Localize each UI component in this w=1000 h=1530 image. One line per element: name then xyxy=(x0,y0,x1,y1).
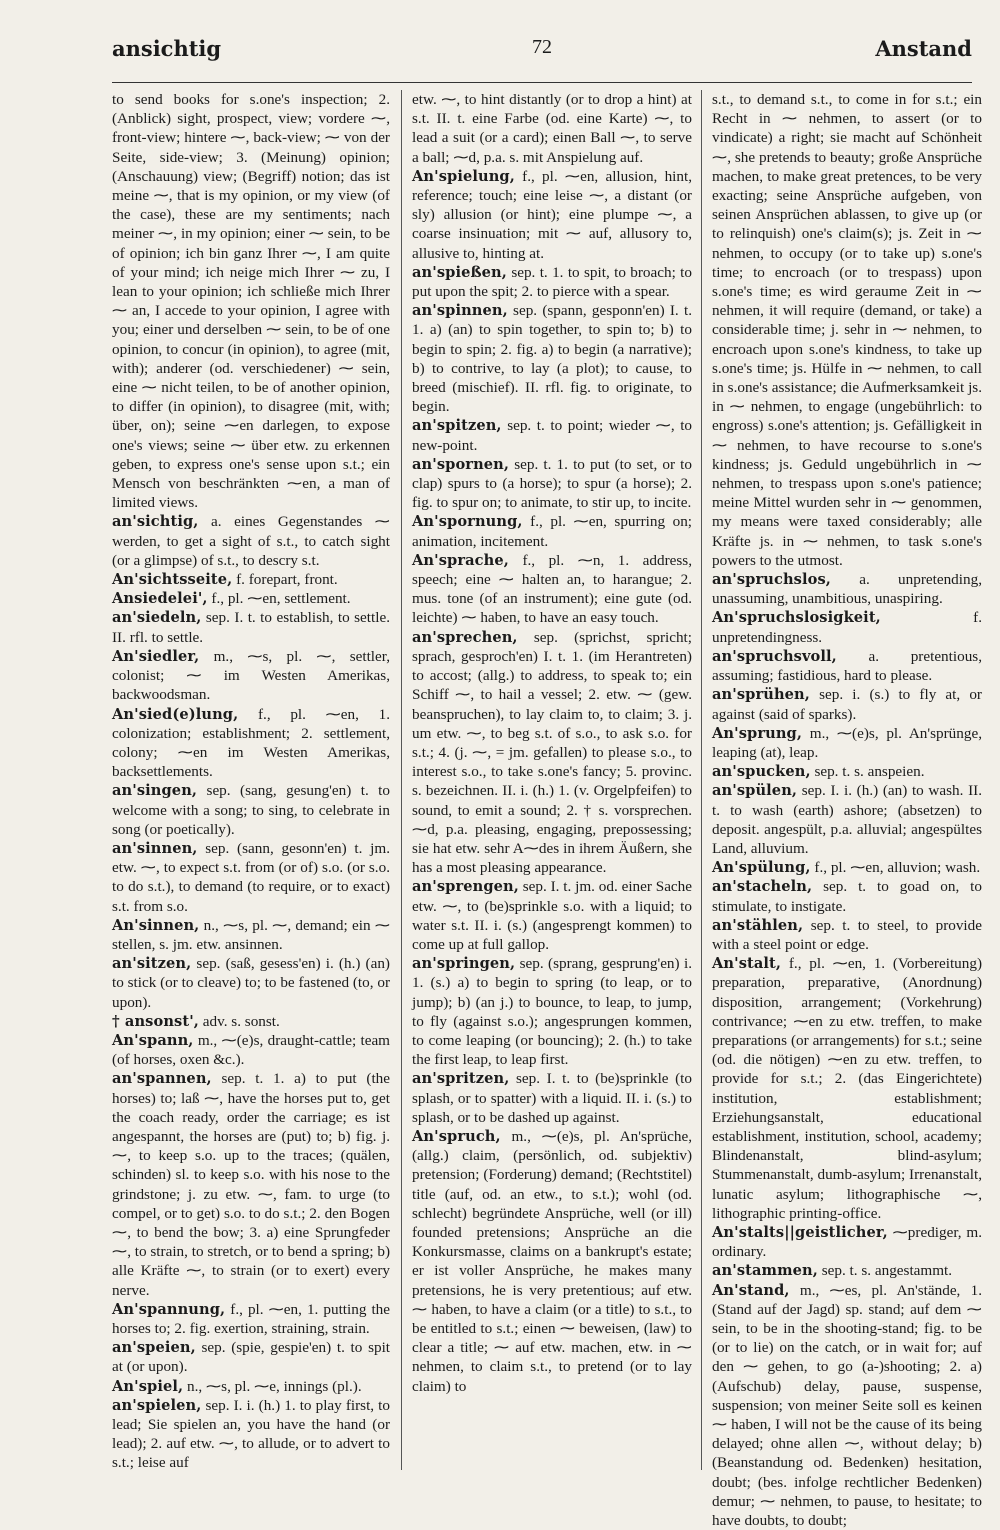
entry-text: sep. t. to steel, to provide with a steel point or edge. xyxy=(712,916,982,953)
dictionary-entry xyxy=(112,781,390,839)
dictionary-entry xyxy=(412,628,692,878)
entry-headword: Ansiedelei', xyxy=(112,590,208,608)
dictionary-entry xyxy=(412,551,692,628)
entry-continuation xyxy=(712,90,982,570)
entry-text: f., pl. ⁓en, 1. colonization; establishment; 2. settlement, colony; ⁓en im Westen Amerikas, backsettlements. xyxy=(112,705,390,781)
dictionary-entry xyxy=(412,263,692,301)
entry-headword: an'spruchslos, xyxy=(712,571,831,589)
entry-headword: an'spülen, xyxy=(712,782,798,800)
entry-text: sep. t. 1. a) to put (the horses) to; laß ⁓, have the horses put to, get the coach ready, order the carriage; es ist angespannt, the horses are (put) to; b) fig. j. ⁓, to keep s.o. up to the traces; (quälen, schinden) sl. to keep s.o. with his nose to the grindstone; j. zu etw. ⁓, fam. to urge (to compel, or to get) s.o. to do s.t.; 2. den Bogen ⁓, to bend the bow; 3. a) eine Sprungfeder ⁓, to strain, to stretch, or to bend a spring; b) alle Kräfte ⁓, to strain (or to exert) every nerve. xyxy=(112,1070,390,1299)
dictionary-entry xyxy=(712,1261,982,1280)
entry-text: sep. (saß, gesess'en) i. (h.) (an) to stick (or to cleave) to; to be fastened (to, or upon). xyxy=(112,955,390,1011)
right-running-headword: Anstand xyxy=(875,36,972,61)
entry-headword: an'spielen, xyxy=(112,1396,202,1414)
entry-text: n., ⁓s, pl. ⁓, demand; ein ⁓ stellen, s. jm. etw. ansinnen. xyxy=(112,916,391,953)
entry-text: m., ⁓(e)s, pl. An'sprünge, leaping (at), leap. xyxy=(712,724,983,761)
dictionary-entry xyxy=(112,1012,390,1031)
entry-headword: An'spiel, xyxy=(112,1377,184,1395)
entry-text: f., pl. ⁓en, 1. (Vorbereitung) preparation, preparative, (Anordnung) disposition, arrangement; (Vorkehrung) contrivance; ⁓en zu etw. treffen, to make preparations (or arrangements) for s.t.; seine (od. die nötigen) ⁓en zu etw. treffen, to provide for s.t.; 2. (das Eingerichtete) institution, establishment; Erziehungsanstalt, educational establishment, institution, school, academy; Blindenanstalt, blind-asylum; Stummenanstalt, dumb-asylum; Irrenanstalt, lunatic asylum; lithographische ⁓, lithographic printing-office. xyxy=(712,955,982,1222)
entry-text: to send books for s.one's inspection; 2. (Anblick) sight, prospect, view; vordere ⁓, front-view; hintere ⁓, back-view; ⁓ von der Seite, side-view; 3. (Meinung) opinion; (Anschauung) view; (Begriff) notion; das ist meine ⁓, that is my opinion, or my view (of the case), these are my sentiments; nach meiner ⁓, in my opinion; einer ⁓ sein, to be of opinion; ich bin ganz Ihrer ⁓, I am quite of your mind; ich neige mich Ihrer ⁓ zu, I lean to your opinion; ich schließe mich Ihrer ⁓ an, I accede to your opinion, I agree with you; einer und derselben ⁓ sein, to be of one opinion, to concur (in opinion), to agree (mit, with); anderer (od. verschiedener) ⁓ sein, eine ⁓ nicht teilen, to be of another opinion, to differ (in opinion), to disagree (mit, with; über, on); seine ⁓en darlegen, to expose one's views; seine ⁓ über etw. zu erkennen geben, to express one's sense upon s.t.; ein Mensch von beschränkten ⁓en, a man of limited views. xyxy=(112,91,390,512)
entry-text: sep. t. 1. to put (to set, or to clap) spurs to (a horse); to spur (a horse); 2. fig. to spur on; to animate, to stir up, to incite. xyxy=(412,455,692,512)
entry-text: f., pl. ⁓en, allusion, hint, reference; touch; eine leise ⁓, a distant (or sly) allusion (or hint); eine plumpe ⁓, a coarse insinuation; mit ⁓ auf, allusory to, allusive to, hinting at. xyxy=(412,167,692,262)
dictionary-entry xyxy=(112,1377,390,1396)
entry-headword: an'sichtig, xyxy=(112,513,199,531)
dictionary-entry xyxy=(112,916,390,954)
entry-text: f., pl. ⁓en, settlement. xyxy=(211,590,351,608)
entry-headword: An'spann, xyxy=(112,1031,194,1049)
entry-text: sep. I. i. (h.) (an) to wash. II. t. to wash (earth) ashore; (absetzen) to deposit. angespült, p.a. alluvial; angespültes Land, alluvium. xyxy=(712,782,983,857)
entry-text: sep. t. to point; wieder ⁓, to new-point. xyxy=(412,417,693,454)
entry-headword: an'spannen, xyxy=(112,1070,212,1088)
entry-text: sep. t. to goad on, to stimulate, to instigate. xyxy=(712,878,982,915)
entry-headword: an'springen, xyxy=(412,955,516,973)
entry-headword: An'siedler, xyxy=(112,647,200,665)
entry-headword: An'spielung, xyxy=(412,167,515,185)
column-right xyxy=(712,90,983,1530)
dictionary-entry xyxy=(712,954,982,1223)
entry-headword: an'sitzen, xyxy=(112,955,192,973)
entry-text: adv. s. sonst. xyxy=(202,1012,280,1030)
dictionary-entry xyxy=(112,608,390,646)
dictionary-entry xyxy=(112,1396,390,1473)
dictionary-entry xyxy=(412,1069,692,1127)
dictionary-entry xyxy=(712,685,982,723)
entry-headword: An'spruch, xyxy=(412,1127,501,1145)
entry-text: m., ⁓s, pl. ⁓, settler, colonist; ⁓ im Westen Amerikas, backwoodsman. xyxy=(112,647,391,704)
dictionary-entry xyxy=(412,877,692,954)
dictionary-entry xyxy=(112,1300,390,1338)
entry-headword: an'spruchsvoll, xyxy=(712,647,837,665)
entry-text: sep. I. t. jm. od. einer Sache etw. ⁓, to (be)sprinkle s.o. with a liquid; to water s.t. II. i. (s.) (angesprengt kommen) to come up at full gallop. xyxy=(412,878,693,953)
dictionary-entry xyxy=(712,608,982,646)
dictionary-entry xyxy=(412,455,692,513)
entry-text: f., pl. ⁓n, 1. address, speech; eine ⁓ halten an, to harangue; 2. mus. tone (of an instrument); eine gute (od. leichte) ⁓ haben, to have an easy touch. xyxy=(412,551,692,627)
dictionary-entry xyxy=(712,762,982,781)
entry-text: sep. t. s. angestammt. xyxy=(821,1262,953,1280)
entry-headword: an'sprechen, xyxy=(412,628,518,646)
entry-text: sep. (sprichst, spricht; sprach, gesproch'en) I. t. 1. (im Herantreten) to accost; (allg.) to address, to speak to; ein Schiff ⁓, to hail a vessel; 2. etw. ⁓ (gew. beanspruchen), to lay claim to, to claim; 3. j. um etw. ⁓, to beg s.t. of s.o., to ask s.o. for s.t.; 4. (j. ⁓, = jm. gefallen) to please s.o., to interest s.o., to take s.one's fancy; 5. provinc. s. bezeichnen. II. i. (h.) 1. (v. Orgelpfeifen) to sound, to emit a sound; 2. † s. vorsprechen. ⁓d, p.a. pleasing, engaging, prepossessing; sie hat etw. sehr A⁓des in ihrem Äußern, she has a most pleasing appearance. xyxy=(412,628,692,877)
dictionary-entry xyxy=(412,167,692,263)
entry-headword: an'spornen, xyxy=(412,455,510,473)
dictionary-entry xyxy=(112,705,390,782)
entry-headword: An'stalt, xyxy=(712,955,782,973)
entry-headword: an'spießen, xyxy=(412,263,507,281)
entry-headword: An'sprache, xyxy=(412,551,509,569)
entry-text: sep. (spie, gespie'en) t. to spit at (or upon). xyxy=(112,1339,391,1376)
dictionary-entry xyxy=(712,724,982,762)
entry-text: sep. t. s. anspeien. xyxy=(814,763,925,781)
entry-text: etw. ⁓, to hint distantly (or to drop a hint) at s.t. II. t. eine Farbe (od. eine Karte) ⁓, to lead a suit (or a card); einen Ball ⁓, to serve a ball; ⁓d, p.a. s. mit Anspielung auf. xyxy=(412,91,692,166)
entry-text: sep. (sann, gesonn'en) t. jm. etw. ⁓, to expect s.t. from (or of) s.o. (or s.o. to do s.t.), to demand (to require, or to exact) s.t. from s.o. xyxy=(112,839,390,915)
dictionary-entry xyxy=(412,512,692,550)
dictionary-entry xyxy=(412,301,692,416)
entry-headword: an'siedeln, xyxy=(112,609,202,627)
entry-headword: an'spinnen, xyxy=(412,302,508,320)
entry-headword: An'spruchslosigkeit, xyxy=(712,609,881,627)
column-left xyxy=(112,90,390,1470)
entry-continuation xyxy=(112,90,390,512)
entry-headword: An'sinnen, xyxy=(112,916,200,934)
dictionary-entry xyxy=(712,916,982,954)
column-middle xyxy=(412,90,692,1470)
entry-headword: † ansonst', xyxy=(112,1012,199,1030)
dictionary-entry xyxy=(712,1223,982,1261)
entry-text: a. pretentious, assuming; fastidious, hard to please. xyxy=(712,647,982,685)
entry-text: m., ⁓(e)s, draught-cattle; team (of horses, oxen &c.). xyxy=(112,1031,390,1069)
entry-headword: An'spornung, xyxy=(412,513,523,531)
entry-text: a. unpretending, unassuming, unambitious, unaspiring. xyxy=(712,571,982,608)
entry-text: a. eines Gegenstandes ⁓ werden, to get a sight of s.t., to catch sight (or a glimpse) of s.t., to descry s.t. xyxy=(112,513,390,569)
dictionary-entry xyxy=(712,858,982,877)
entry-headword: an'singen, xyxy=(112,782,198,800)
entry-headword: An'stand, xyxy=(712,1281,790,1299)
entry-headword: an'sprengen, xyxy=(412,878,519,896)
entry-text: m., ⁓es, pl. An'stände, 1. (Stand auf der Jagd) sp. stand; auf dem ⁓ sein, to be in the shooting-stand; fig. to be (or to lie) on the catch, or in wait for; auf den ⁓ gehen, to go (a-)shooting; 2. a) (Aufschub) delay, pause, suspense, suspension; von meiner Seite soll es keinen ⁓ haben, I will not be the cause of its being delayed; ohne allen ⁓, without delay; b) (Beanstandung od. Bedenken) hesitation, doubt; (bes. infolge rechtlicher Bedenken) demur; ⁓ nehmen, to pause, to hesitate; to have doubts, to doubt; xyxy=(712,1281,983,1530)
column-divider xyxy=(401,90,402,1470)
entry-headword: an'stählen, xyxy=(712,916,804,934)
entry-text: sep. i. (s.) to fly at, or against (said of sparks). xyxy=(712,686,982,723)
entry-text: sep. I. i. (h.) 1. to play first, to lead; Sie spielen an, you have the hand (or lead); 2. auf etw. ⁓, to allude, or to advert to s.t.; leise auf xyxy=(112,1396,390,1472)
entry-headword: an'sprühen, xyxy=(712,686,810,704)
entry-headword: an'spucken, xyxy=(712,763,811,781)
dictionary-entry xyxy=(712,877,982,915)
entry-headword: an'spritzen, xyxy=(412,1070,510,1088)
entry-text: sep. (spann, gesponn'en) I. t. 1. a) (an) to spin together, to spin to; b) to begin to spin; 2. fig. a) to begin (a narrative); b) to contrive, to lay (a plot); to cause, to breed (mischief). II. rfl. fig. to originate, to begin. xyxy=(412,302,692,416)
entry-text: m., ⁓(e)s, pl. An'sprüche, (allg.) claim, (persönlich, od. subjektiv) pretension; (Forderung) demand; (Rechtstitel) title (auf, od. an etw., to s.t.); wohl (od. schlecht) begründete Ansprüche, well (or ill) founded pretensions; Ansprüche an die Konkursmasse, claims on a bankrupt's estate; er ist voller Ansprüche, he makes many pretensions, he is very pretentious; auf etw. ⁓ haben, to have a claim (or a title) to s.t., to be entitled to s.t.; einen ⁓ beweisen, (law) to clear a title; ⁓ auf etw. machen, etw. in ⁓ nehmen, to claim s.t., to pretend (or to lay claim) to xyxy=(412,1127,692,1395)
dictionary-entry xyxy=(112,1338,390,1376)
dictionary-entry xyxy=(112,1069,390,1299)
entry-text: sep. I. t. to establish, to settle. II. rfl. to settle. xyxy=(112,609,390,646)
entry-headword: an'stacheln, xyxy=(712,878,813,896)
entry-headword: an'stammen, xyxy=(712,1262,818,1280)
dictionary-entry xyxy=(712,570,982,608)
dictionary-entry xyxy=(112,512,390,570)
entry-headword: An'sied(e)lung, xyxy=(112,705,239,723)
entry-text: n., ⁓s, pl. ⁓e, innings (pl.). xyxy=(186,1377,362,1395)
entry-headword: An'spülung, xyxy=(712,859,811,877)
entry-headword: an'sinnen, xyxy=(112,839,198,857)
dictionary-entry xyxy=(112,589,390,608)
entry-text: s.t., to demand s.t., to come in for s.t.; ein Recht in ⁓ nehmen, to assert (or to vindicate) a right; sie macht auf Schönheit ⁓, she pretends to beauty; große Ansprüche machen, to make great pretences, to be very exacting; seine Ansprüche aufgeben, von seinen Ansprüchen ablassen, to give up (or to relinquish) one's claim(s); js. Zeit in ⁓ nehmen, to occupy (or to take up) s.one's time; to encroach (or to trespass) upon s.one's time; es wird geraume Zeit in ⁓ nehmen, it will require (demand, or take) a considerable time; j. sehr in ⁓ nehmen, to encroach upon s.one's kindness, to take up s.one's time; js. Hülfe in ⁓ nehmen, to call in s.one's assistance; die Aufmerksamkeit js. in ⁓ nehmen, to engage (ungebührlich: to engross) s.one's attention; js. Gefälligkeit in ⁓ nehmen, to have recourse to s.one's kindness; js. Geduld ungebührlich in ⁓ nehmen, to trespass upon s.one's patience; meine Mittel wurden sehr in ⁓ genommen, my means were taxed considerably; alle Kräfte js. in ⁓ nehmen, to task s.one's powers to the utmost. xyxy=(712,91,982,569)
entry-headword: An'stalts||geistlicher, xyxy=(712,1223,888,1241)
entry-text: f., pl. ⁓en, 1. putting the horses to; 2. fig. exertion, straining, strain. xyxy=(112,1300,391,1337)
left-running-headword: ansichtig xyxy=(112,36,222,61)
dictionary-entry xyxy=(112,570,390,589)
dictionary-entry xyxy=(712,647,982,685)
dictionary-entry xyxy=(112,1031,390,1069)
dictionary-entry xyxy=(112,647,390,705)
column-divider xyxy=(701,90,702,1470)
entry-text: sep. t. 1. to spit, to broach; to put upon the spit; 2. to pierce with a spear. xyxy=(412,263,692,301)
entry-headword: an'spitzen, xyxy=(412,417,502,435)
entry-text: sep. (sang, gesung'en) t. to welcome with a song; to sing, to celebrate in song (or poetically). xyxy=(112,782,390,838)
entry-text: f., pl. ⁓en, alluvion; wash. xyxy=(814,859,981,877)
entry-text: f., pl. ⁓en, spurring on; animation, incitement. xyxy=(412,513,693,550)
dictionary-entry xyxy=(412,1127,692,1396)
page-number: 72 xyxy=(532,36,552,58)
dictionary-entry xyxy=(412,954,692,1069)
entry-text: sep. I. t. to (be)sprinkle (to splash, or to spatter) with a liquid. II. i. (s.) to splash, or to be dashed up against. xyxy=(412,1070,692,1126)
entry-text: f. forepart, front. xyxy=(236,571,338,589)
entry-headword: An'spannung, xyxy=(112,1300,226,1318)
entry-text: sep. (sprang, gesprung'en) i. 1. (s.) a) to begin to spring (to leap, or to jump); b) (an j.) to bounce, to leap, to jump, to fly (against s.o.); angesprungen kommen, to come leaping (or bouncing); 2. (h.) to take the first leap, to leap first. xyxy=(412,955,692,1069)
entry-text: ⁓prediger, m. ordinary. xyxy=(712,1223,982,1261)
entry-headword: an'speien, xyxy=(112,1339,196,1357)
dictionary-entry xyxy=(712,1281,982,1530)
dictionary-entry xyxy=(712,781,982,858)
page-header xyxy=(112,30,972,70)
entry-text: f. unpretendingness. xyxy=(712,609,982,646)
entry-headword: An'sichtsseite, xyxy=(112,571,233,589)
dictionary-entry xyxy=(112,839,390,916)
entry-headword: An'sprung, xyxy=(712,724,803,742)
dictionary-entry xyxy=(412,416,692,454)
entry-continuation xyxy=(412,90,692,167)
header-rule xyxy=(112,82,972,83)
dictionary-entry xyxy=(112,954,390,1012)
